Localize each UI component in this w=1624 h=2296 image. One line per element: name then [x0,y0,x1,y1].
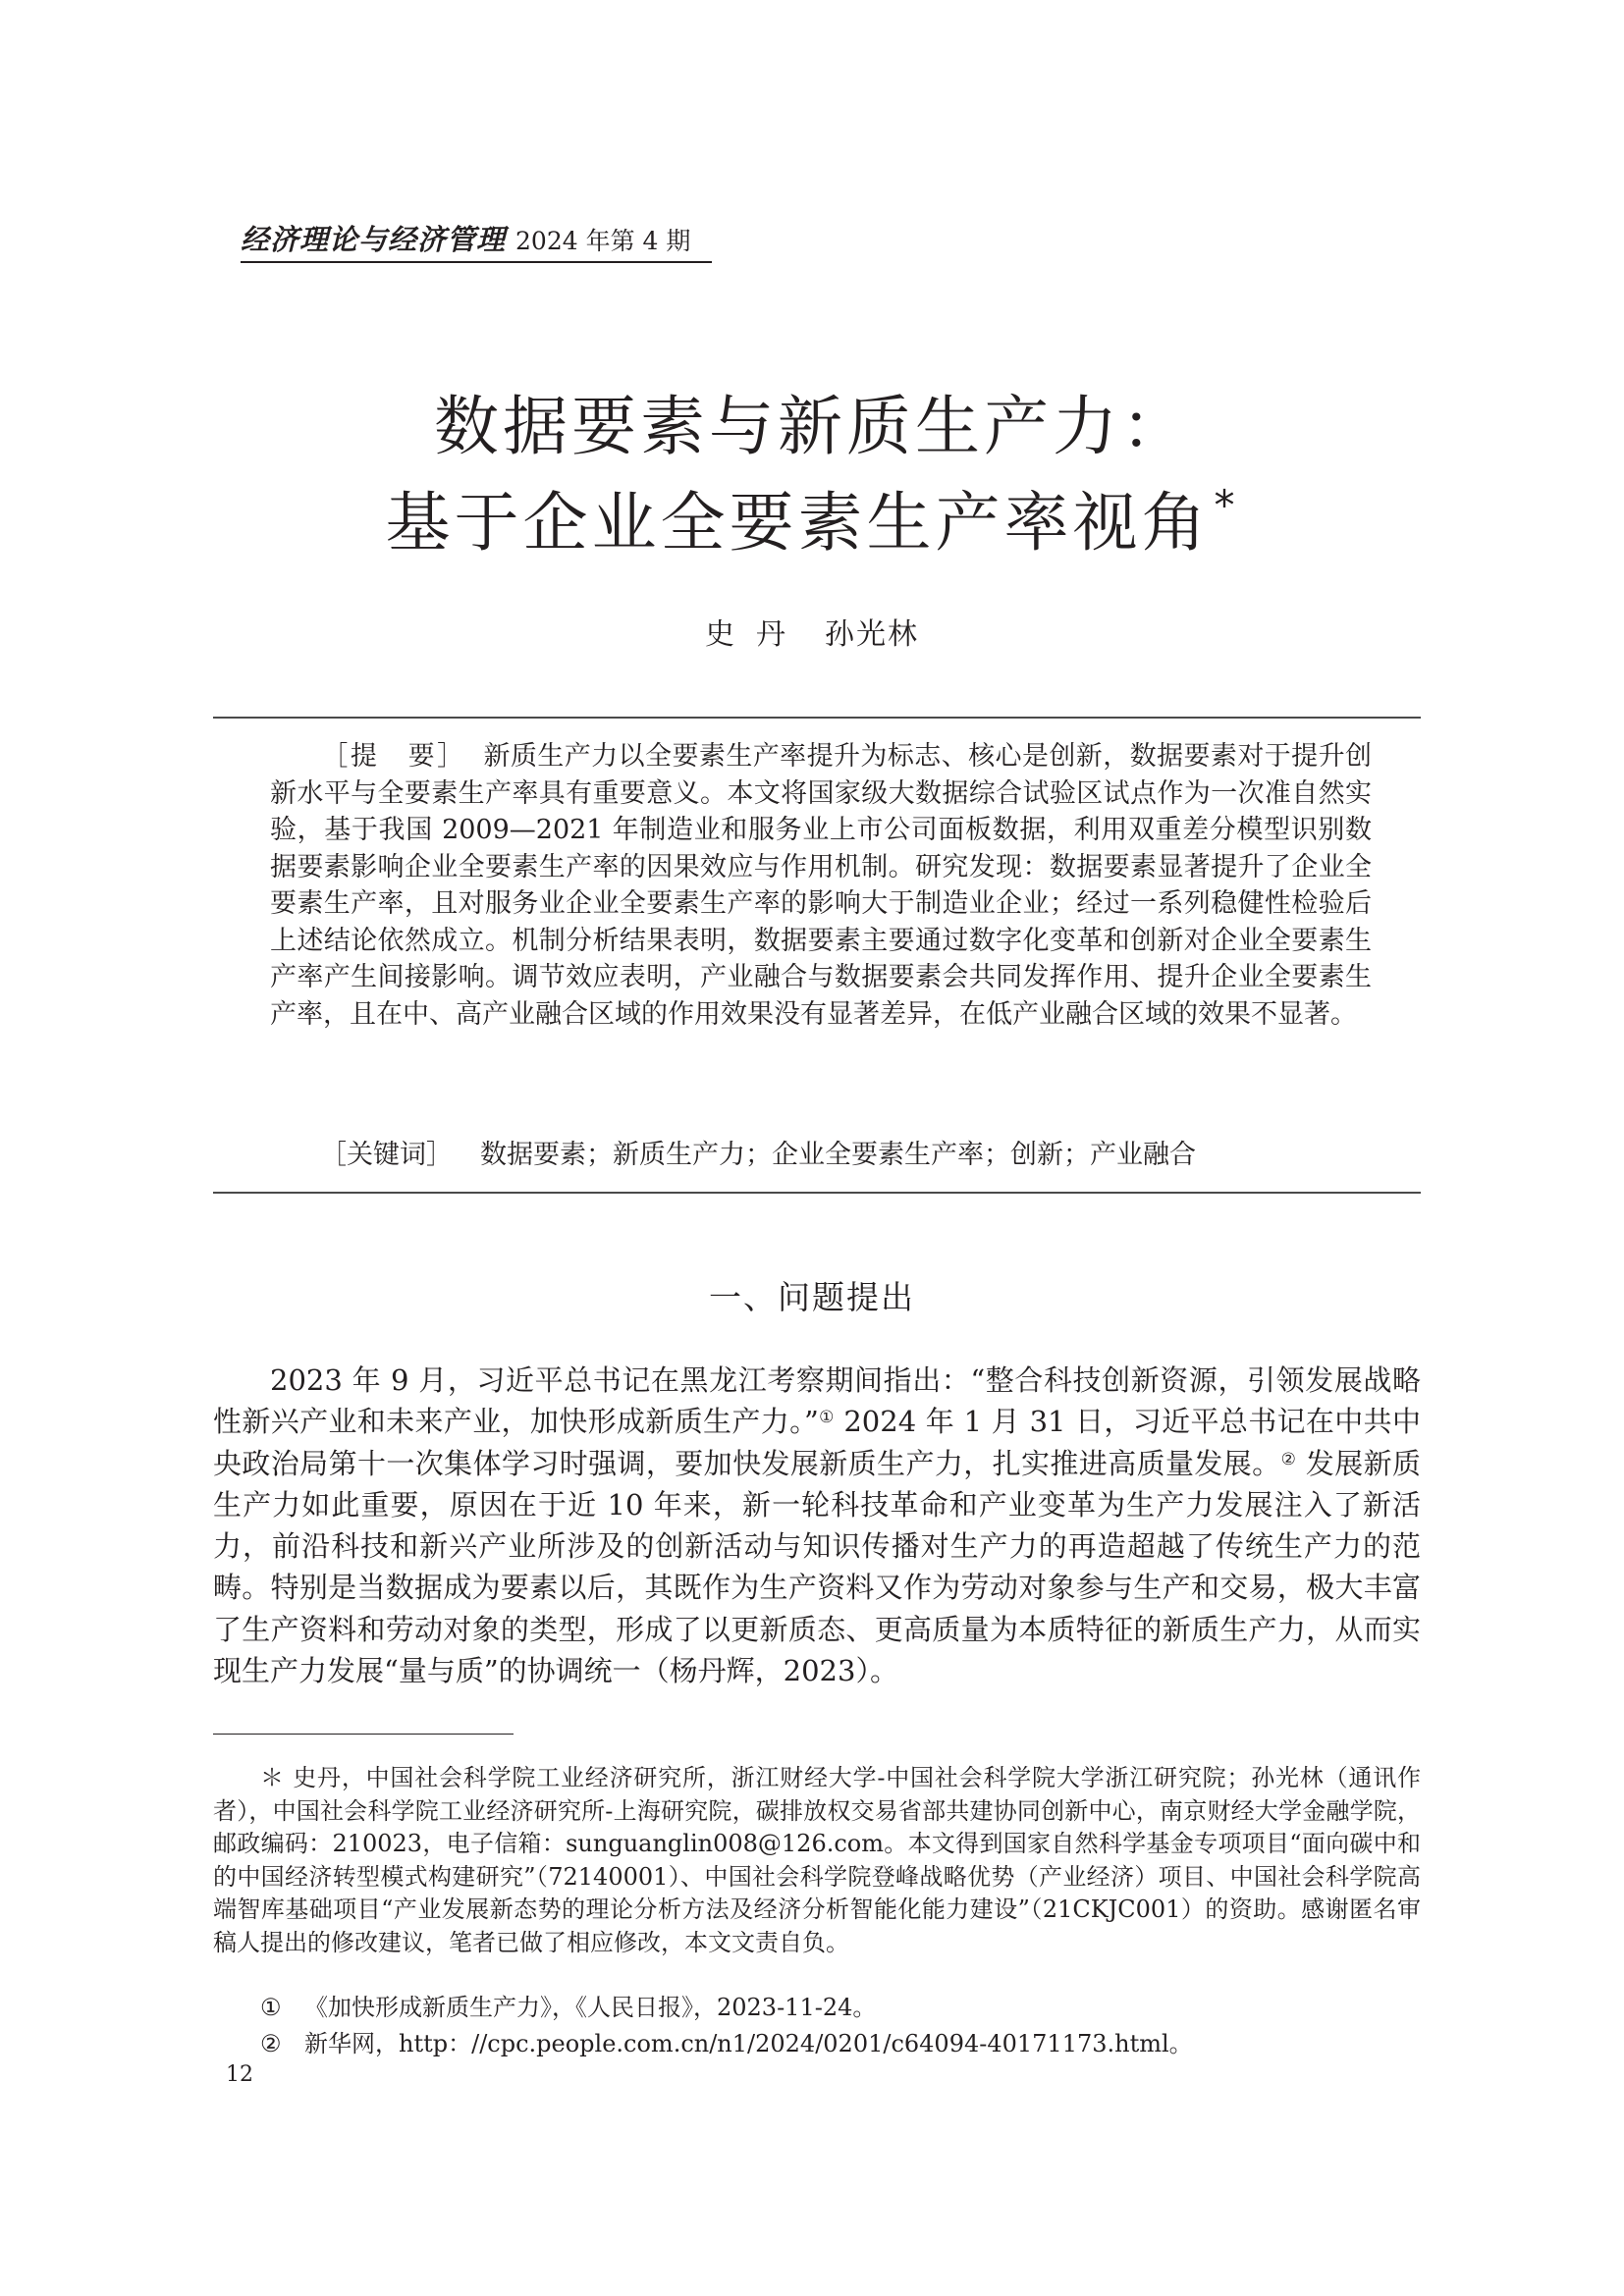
keywords [320,1133,1371,1171]
footnote-text: 《加快形成新质生产力》，《人民日报》，2023-11-24。 [304,1994,877,2021]
footnote-ref[interactable]: ② [1280,1449,1297,1469]
title-footnote-mark: * [1214,481,1239,529]
abstract-text: 新质生产力以全要素生产率提升为标志、核心是创新，数据要素对于提升创新水平与全要素生产率具有重要意义。本文将国家级大数据综合试验区试点作为一次准自然实验，基于我国 2009—2021 年制造业和服务业上市公司面板数据，利用双重差分模型识别数据要素影响企业全要素生产率的因果效应与作用机制。研究发现：数据要素显著提升了企业全要素生产率，且对服务业企业全要素生产率的影响大于制造业企业；经过一系列稳健性检验后上述结论依然成立。机制分析结果表明，数据要素主要通过数字化变革和创新对企业全要素生产率产生间接影响。调节效应表明，产业融合与数据要素会共同发挥作用、提升企业全要素生产率，且在中、高产业融合区域的作用效果没有显著差异，在低产业融合区域的效果不显著。 [270,741,1373,1030]
keywords-label: ［关键词］ [320,1140,453,1170]
abstract [270,738,1372,1033]
footnote-mark: ① [260,1994,282,2021]
section-heading: 一、问题提出 [709,1278,915,1316]
abstract-bottom-rule [213,1192,1421,1194]
article-title-line-1: 数据要素与新质生产力： [434,389,1190,464]
journal-name: 经济理论与经济管理 [241,223,507,256]
body-text-part: 2023 年 9 月，习近平总书记在黑龙江考察期间指出：“整合科技创新资源，引领发展战略性新兴产业和未来产业，加快形成新质生产力。” [213,1363,1421,1439]
article-title-line-2-text: 基于企业全要素生产率视角 [385,485,1211,561]
footnote-item [260,2024,1193,2058]
page-number: 12 [226,2062,253,2087]
abstract-top-rule [213,717,1421,719]
authors [0,610,1624,653]
abstract-label: ［提 要］ [321,741,466,772]
author-name: 史丹 [705,617,807,652]
journal-header [241,218,712,263]
author-footnote: ＊ 史丹，中国社会科学院工业经济研究所，浙江财经大学-中国社会科学院大学浙江研究院；孙光林（通讯作者），中国社会科学院工业经济研究所-上海研究院，碳排放权交易省部共建协同创新中心，南京财经大学金融学院，邮政编码：210023，电子信箱：sunguanglin008@126.com。本文得到国家自然科学基金专项项目“面向碳中和的中国经济转型模式构建研究”（72140001）、中国社会科学院登峰战略优势（产业经济）项目、中国社会科学院高端智库基础项目“产业发展新态势的理论分析方法及经济分析智能化能力建设”（21CKJC001）的资助。感谢匿名审稿人提出的修改建议，笔者已做了相应修改，本文文责自负。 [213,1764,1421,1956]
body-text-part: 2024 年 1 月 31 日，习近平总书记在中共中央政治局第十一次集体学习时强调，要加快发展新质生产力，扎实推进高质量发展。 [213,1405,1421,1480]
keywords-text: 数据要素；新质生产力；企业全要素生产率；创新；产业融合 [480,1140,1196,1170]
footnote-mark: ② [260,2030,282,2057]
article-title-line-2 [0,481,1624,561]
footnote-item [260,1988,876,2022]
footnote-text[interactable]: 新华网，http：//cpc.people.com.cn/n1/2024/0201/c64094-40171173.html。 [304,2030,1193,2057]
body-paragraph [213,1360,1421,1691]
author-name: 孙光林 [825,617,919,652]
body-text-part: 发展新质生产力如此重要，原因在于近 10 年来，新一轮科技革命和产业变革为生产力发展注入了新活力，前沿科技和新兴产业所涉及的创新活动与知识传播对生产力的再造超越了传统生产力的范畴。特别是当数据成为要素以后，其既作为生产资料又作为劳动对象参与生产和交易，极大丰富了生产资料和劳动对象的类型，形成了以更新质态、更高质量为本质特征的新质生产力，从而实现生产力发展“量与质”的协调统一（杨丹辉，2023）。 [213,1446,1421,1688]
footnote-separator [213,1734,514,1735]
footnote-ref[interactable]: ① [818,1408,835,1428]
journal-issue: 2024 年第 4 期 [515,227,691,255]
